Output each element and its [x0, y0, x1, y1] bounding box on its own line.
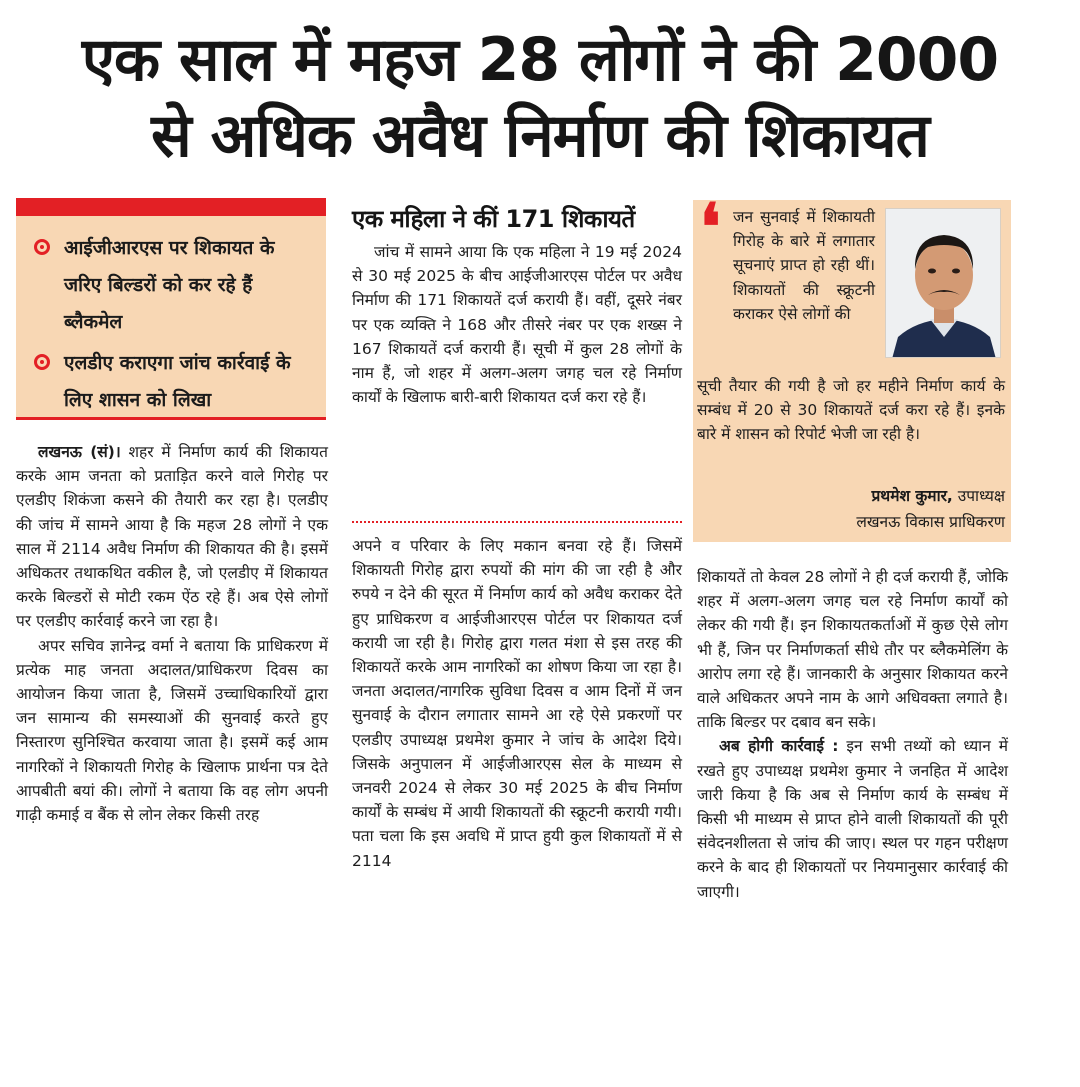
quote-box [693, 190, 1011, 542]
column-3-paragraph-1: शिकायतें तो केवल 28 लोगों ने ही दर्ज करायी हैं, जोकि शहर में अलग-अलग जगह चल रहे निर्माण कार्यों को लेकर की गयी हैं। इन शिकायतकर्ताओं में कुछ ऐसे लोग भी हैं, जिन पर निर्माणकर्ता सीधे तौर पर ब्लैकमेलिंग के आरोप लगा रहे हैं। जानकारी के अनुसार शिकायत करने वाले अधिकतर अपने नाम के आगे अधिवक्ता लगाते है। ताकि बिल्डर पर दबाव बन सके। [697, 568, 1008, 732]
quote-designation: उपाध्यक्ष [952, 487, 1005, 505]
quote-mark-icon: ❛ [700, 190, 721, 265]
headline [0, 22, 1080, 174]
dateline: लखनऊ (सं)। [38, 443, 121, 461]
column-1-paragraph-2: अपर सचिव ज्ञानेन्द्र वर्मा ने बताया कि प्राधिकरण में प्रत्येक माह जनता अदालत/प्राधिकरण दिवस का आयोजन किया जाता है, जिसमें उच्चाधिकारियों द्वारा जन सामान्य की समस्याओं की सुनवाई करते हुए निस्तारण सुनिश्चित करवाया जाता है। इसमें कई आम नागरिकों ने शिकायती गिरोह के खिलाफ प्रार्थना पत्र देते आपबीती बयां की। लोगों ने बताया कि वह लोग अपनी गाढ़ी कमाई व बैंक से लोन लेकर किसी तरह [16, 636, 328, 825]
target-bullet-icon [34, 354, 50, 370]
sub-headline: एक महिला ने कीं 171 शिकायतें [352, 205, 635, 233]
column-1-paragraph-1: शहर में निर्माण कार्य की शिकायत करके आम जनता को प्रताड़ित करने वाले गिरोह पर एलडीए शिकंजा कसने की तैयारी कर रहा है। एलडीए की जांच में सामने आया है कि महज 28 लोगों ने एक साल में 2114 अवैध निर्माण की शिकायत की है। इसमें अधिकतर तथाकथित वकील है, जो एलडीए में शिकायत करके बिल्डरों से मोटी रकम ऐंठ रहे हैं। अब ऐसे लोगों पर एलडीए कार्रवाई करने जा रहा है। [16, 443, 328, 631]
column-1 [16, 440, 328, 827]
quote-org: लखनऊ विकास प्राधिकरण [856, 513, 1005, 531]
highlight-text: एलडीए कराएगा जांच कार्रवाई के लिए शासन को लिखा [64, 352, 291, 411]
section-lead: अब होगी कार्रवाई : [719, 737, 839, 756]
target-bullet-icon [34, 239, 50, 255]
column-2-paragraph-1: जांच में सामने आया कि एक महिला ने 19 मई 2024 से 30 मई 2025 के बीच आईजीआरएस पोर्टल पर अवैध निर्माण की 171 शिकायतें दर्ज करायी हैं। वहीं, दूसरे नंबर पर एक व्यक्ति ने 168 और तीसरे नंबर पर एक शख्स ने 167 शिकायतें दर्ज करायी हैं। सूची में कुल 28 लोगों के नाम हैं, जो शहर में अलग-अलग जगह चल रहे निर्माण कार्यों के खिलाफ बारी-बारी शिकायत दर्ज करा रहे हैं। [352, 243, 682, 407]
portrait-photo [885, 208, 1001, 358]
quote-text-bottom: सूची तैयार की गयी है जो हर महीने निर्माण कार्य के सम्बंध में 20 से 30 शिकायतें दर्ज करा रहे हैं। इनके बारे में शासन को रिपोर्ट भेजी जा रही है। [697, 377, 1005, 444]
column-3 [697, 565, 1008, 904]
dotted-divider [352, 521, 682, 523]
column-2-paragraph-2: अपने व परिवार के लिए मकान बनवा रहे हैं। जिसमें शिकायती गिरोह द्वारा रुपयों की मांग की जा रही है और रुपये न देने की सूरत में निर्माण कार्य को अवैध कराकर देते हुए प्राधिकरण व आईजीआरएस पोर्टल पर शिकायत दर्ज करायी जा रही है। गिरोह द्वारा गलत मंशा से इस तरह की शिकायतें करके आम नागरिकों का शोषण किया जा रहा है। जनता अदालत/नागरिक सुविधा दिवस व आम दिनों में जन सुनवाई के दौरान लगातार सामने आ रहे ऐसे प्रकरणों पर एलडीए उपाध्यक्ष प्रथमेश कुमार ने जांच के आदेश दिये। जिसके अनुपालन में आईजीआरएस सेल के माध्यम से जनवरी 2024 से लेकर 30 मई 2025 के बीच निर्माण कार्यों के सम्बंध में आयी शिकायतों की स्क्रूटनी करायी गयी। पता चला कि इस अवधि में प्राप्त हुयी कुल शिकायतों में से 2114 [352, 537, 682, 870]
column-2-top [352, 240, 682, 409]
highlight-item [30, 345, 316, 419]
quote-signature [856, 483, 1005, 535]
headline-line-2: से अधिक अवैध निर्माण की शिकायत [151, 101, 929, 171]
column-3-paragraph-2: इन सभी तथ्यों को ध्यान में रखते हुए उपाध्यक्ष प्रथमेश कुमार ने जनहित में आदेश जारी किया है कि अब से निर्माण कार्य के सम्बंध में किसी भी माध्यम से प्राप्त होने वाली शिकायतों की पूरी संवेदनशीलता से जांच की जाए। स्थल पर गहन परीक्षण करने के बाद ही शिकायतों पर नियमानुसार कार्रवाई की जाएगी। [697, 737, 1008, 901]
quote-text-top [697, 205, 875, 326]
quote-text-top-content: जन सुनवाई में शिकायती गिरोह के बारे में लगातार सूचनाएं प्राप्त हो रही थीं। शिकायतों की स्क्रूटनी कराकर ऐसे लोगों की [733, 208, 875, 323]
column-2-bottom [352, 534, 682, 873]
headline-line-1: एक साल में महज 28 लोगों ने की 2000 [81, 25, 999, 95]
highlight-item [30, 230, 316, 341]
person-portrait-icon [886, 209, 1001, 358]
quote-name: प्रथमेश कुमार, [871, 487, 953, 505]
highlights-box [16, 198, 326, 420]
highlight-text: आईजीआरएस पर शिकायत के जरिए बिल्डरों को कर रहे हैं ब्लैकमेल [64, 237, 275, 333]
